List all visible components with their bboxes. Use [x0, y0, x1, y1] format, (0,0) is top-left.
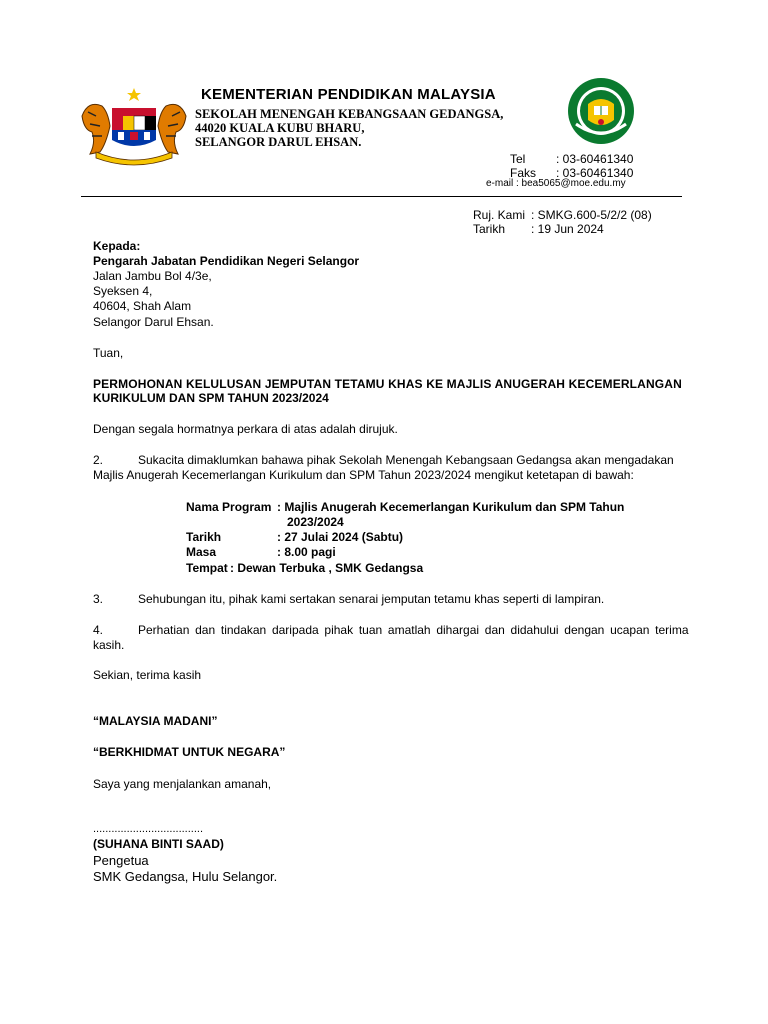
signatory-name: (SUHANA BINTI SAAD)	[93, 837, 224, 851]
program-value: : Majlis Anugerah Kecemerlangan Kurikulum dan SPM Tahun	[277, 500, 625, 514]
recipient-address-line: Jalan Jambu Bol 4/3e,	[93, 269, 212, 283]
venue-value: : Dewan Terbuka , SMK Gedangsa	[230, 561, 424, 575]
school-address: 44020 KUALA KUBU BHARU,	[195, 121, 365, 135]
para-2-line-2: Majlis Anugerah Kecemerlangan Kurikulum dan SPM Tahun 2023/2024 mengikut ketetapan di bawah:	[93, 468, 634, 482]
ref-date-label: Tarikh	[473, 222, 506, 236]
amanah-line: Saya yang menjalankan amanah,	[93, 777, 272, 791]
intro-paragraph: Dengan segala hormatnya perkara di atas adalah dirujuk.	[93, 422, 398, 436]
para-3-number: 3.	[93, 592, 104, 606]
tel-label: Tel	[510, 152, 526, 166]
event-date-value: : 27 Julai 2024 (Sabtu)	[277, 530, 404, 544]
event-date-label: Tarikh	[186, 530, 222, 544]
para-2-number: 2.	[93, 453, 104, 467]
school-name: SEKOLAH MENENGAH KEBANGSAAN GEDANGSA,	[195, 107, 504, 121]
event-time-value: : 8.00 pagi	[277, 545, 336, 559]
subject-line-1: PERMOHONAN KELULUSAN JEMPUTAN TETAMU KHAS KE MAJLIS ANUGERAH KECEMERLANGAN	[93, 377, 682, 391]
venue-label: Tempat	[186, 561, 228, 575]
slogan-malaysia-madani: “MALAYSIA MADANI”	[93, 714, 218, 728]
kepada-label: Kepada:	[93, 239, 141, 253]
recipient-address-line: Syeksen 4,	[93, 284, 153, 298]
signatory-position: Pengetua	[93, 853, 149, 868]
event-time-label: Masa	[186, 545, 217, 559]
program-value-cont: 2023/2024	[287, 515, 344, 529]
school-state: SELANGOR DARUL EHSAN.	[195, 135, 362, 149]
signature-dots: ....................................	[93, 823, 204, 835]
closing-line: Sekian, terima kasih	[93, 668, 202, 682]
email-line: e-mail : bea5065@moe.edu.my	[486, 178, 626, 189]
coat-of-arms-logo	[78, 86, 190, 168]
faks-label: Faks	[510, 166, 537, 180]
ruj-label: Ruj. Kami	[473, 208, 526, 222]
tel-value: : 03-60461340	[556, 152, 634, 166]
faks-value: : 03-60461340	[556, 166, 634, 180]
signatory-school: SMK Gedangsa, Hulu Selangor.	[93, 869, 278, 884]
ruj-value: : SMKG.600-5/2/2 (08)	[531, 208, 652, 222]
recipient-title: Pengarah Jabatan Pendidikan Negeri Selangor	[93, 254, 360, 268]
para-4-line-2: kasih.	[93, 638, 125, 652]
para-4-number: 4.	[93, 623, 104, 637]
recipient-address-line: Selangor Darul Ehsan.	[93, 315, 214, 329]
header-divider	[81, 196, 682, 197]
slogan-berkhidmat: “BERKHIDMAT UNTUK NEGARA”	[93, 745, 286, 759]
para-4-line-1: Perhatian dan tindakan daripada pihak tuan amatlah dihargai dan didahului dengan ucapan terima	[138, 623, 689, 637]
para-3: Sehubungan itu, pihak kami sertakan senarai jemputan tetamu khas seperti di lampiran.	[138, 592, 605, 606]
para-2-line-1: Sukacita dimaklumkan bahawa pihak Sekolah Menengah Kebangsaan Gedangsa akan mengadakan	[138, 453, 674, 467]
ministry-title: KEMENTERIAN PENDIDIKAN MALAYSIA	[201, 86, 496, 103]
ref-date-value: : 19 Jun 2024	[531, 222, 604, 236]
subject-line-2: KURIKULUM DAN SPM TAHUN 2023/2024	[93, 391, 329, 405]
salutation: Tuan,	[93, 346, 124, 360]
recipient-address-line: 40604, Shah Alam	[93, 299, 192, 313]
program-label: Nama Program	[186, 500, 272, 514]
school-crest-logo	[566, 76, 636, 146]
